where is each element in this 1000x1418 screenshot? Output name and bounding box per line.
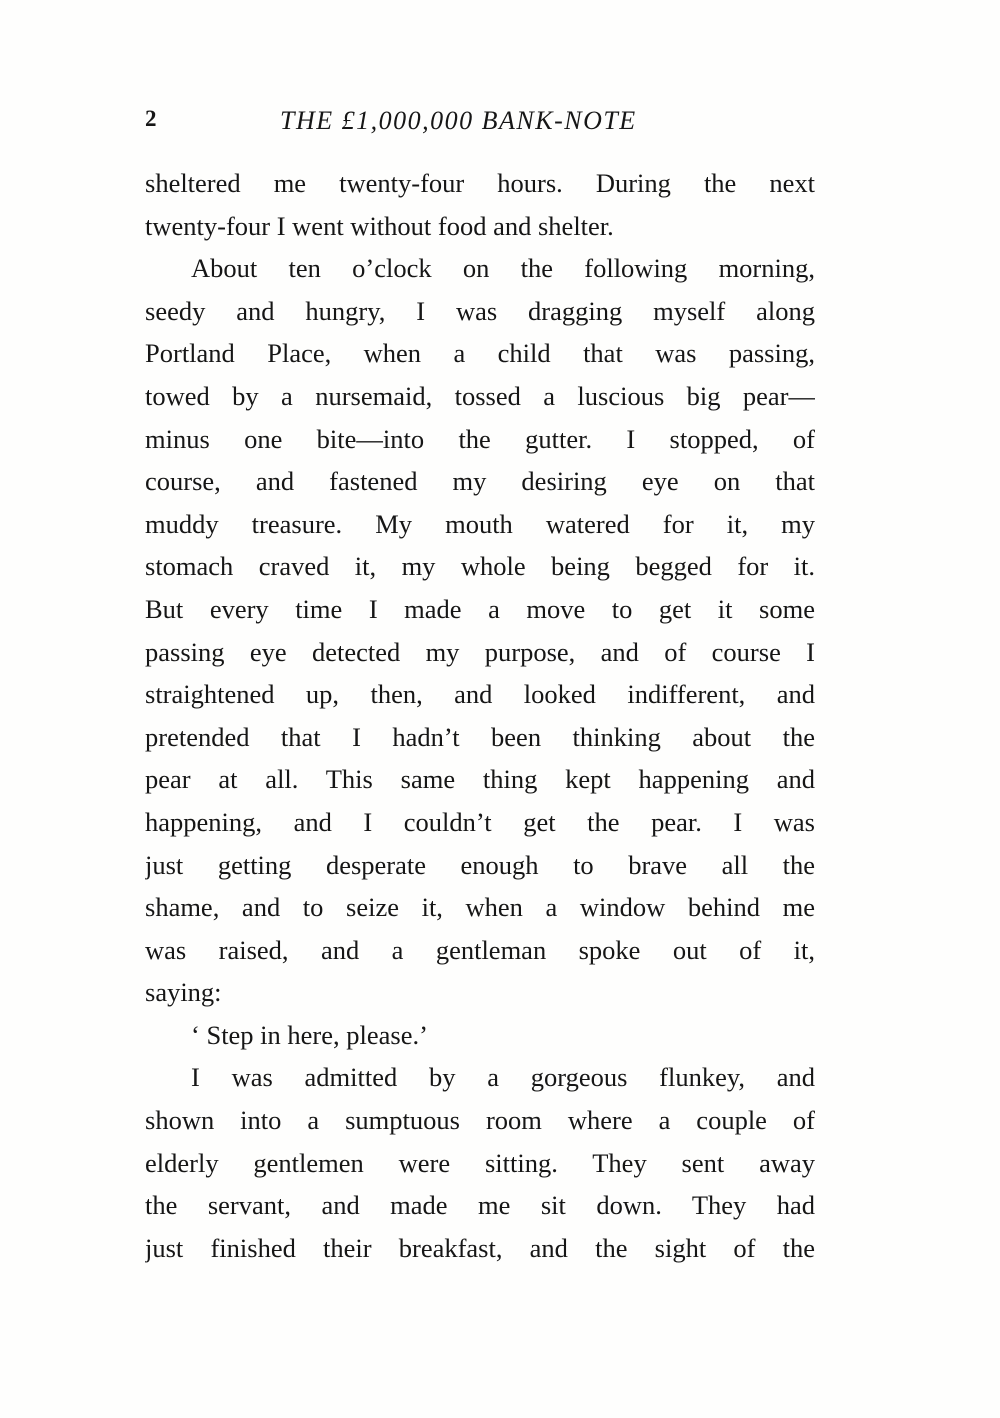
text-line: Portland Place, when a child that was passing, bbox=[145, 338, 815, 369]
text-line: stomach craved it, my whole being begged for it. bbox=[145, 551, 815, 582]
text-line: I was admitted by a gorgeous flunkey, and bbox=[191, 1062, 815, 1093]
text-line: towed by a nursemaid, tossed a luscious big pear— bbox=[145, 380, 815, 411]
text-line: sheltered me twenty-four hours. During the next bbox=[145, 168, 815, 198]
page-header bbox=[145, 106, 815, 142]
text-line: straightened up, then, and looked indifferent, and bbox=[145, 679, 815, 710]
text-line: was raised, and a gentleman spoke out of it, bbox=[145, 934, 815, 965]
text-line: muddy treasure. My mouth watered for it, my bbox=[145, 508, 815, 539]
running-title: THE £1,000,000 BANK-NOTE bbox=[280, 106, 637, 135]
page-number: 2 bbox=[145, 106, 157, 131]
text-line: just finished their breakfast, and the sight of the bbox=[145, 1232, 815, 1263]
text-line: passing eye detected my purpose, and of course I bbox=[145, 636, 815, 667]
text-line: course, and fastened my desiring eye on that bbox=[145, 466, 815, 497]
text-line: elderly gentlemen were sitting. They sent away bbox=[145, 1147, 815, 1178]
text-line: About ten o’clock on the following morning, bbox=[191, 253, 815, 284]
text-line: ‘ Step in here, please.’ bbox=[191, 1019, 428, 1050]
text-line: happening, and I couldn’t get the pear. I was bbox=[145, 806, 815, 837]
text-line: saying: bbox=[145, 977, 222, 1008]
body-text bbox=[145, 162, 815, 1269]
text-line: shame, and to seize it, when a window behind me bbox=[145, 892, 815, 923]
text-line: shown into a sumptuous room where a couple of bbox=[145, 1105, 815, 1136]
text-line: the servant, and made me sit down. They had bbox=[145, 1190, 815, 1221]
text-line: twenty-four I went without food and shelter. bbox=[145, 210, 614, 241]
text-line: pear at all. This same thing kept happening and bbox=[145, 764, 815, 795]
text-line: just getting desperate enough to brave all the bbox=[145, 849, 815, 880]
text-line: pretended that I hadn’t been thinking about the bbox=[145, 721, 815, 752]
text-line: seedy and hungry, I was dragging myself along bbox=[145, 295, 815, 326]
text-line: minus one bite—into the gutter. I stopped, of bbox=[145, 423, 815, 454]
text-line: But every time I made a move to get it some bbox=[145, 593, 815, 624]
